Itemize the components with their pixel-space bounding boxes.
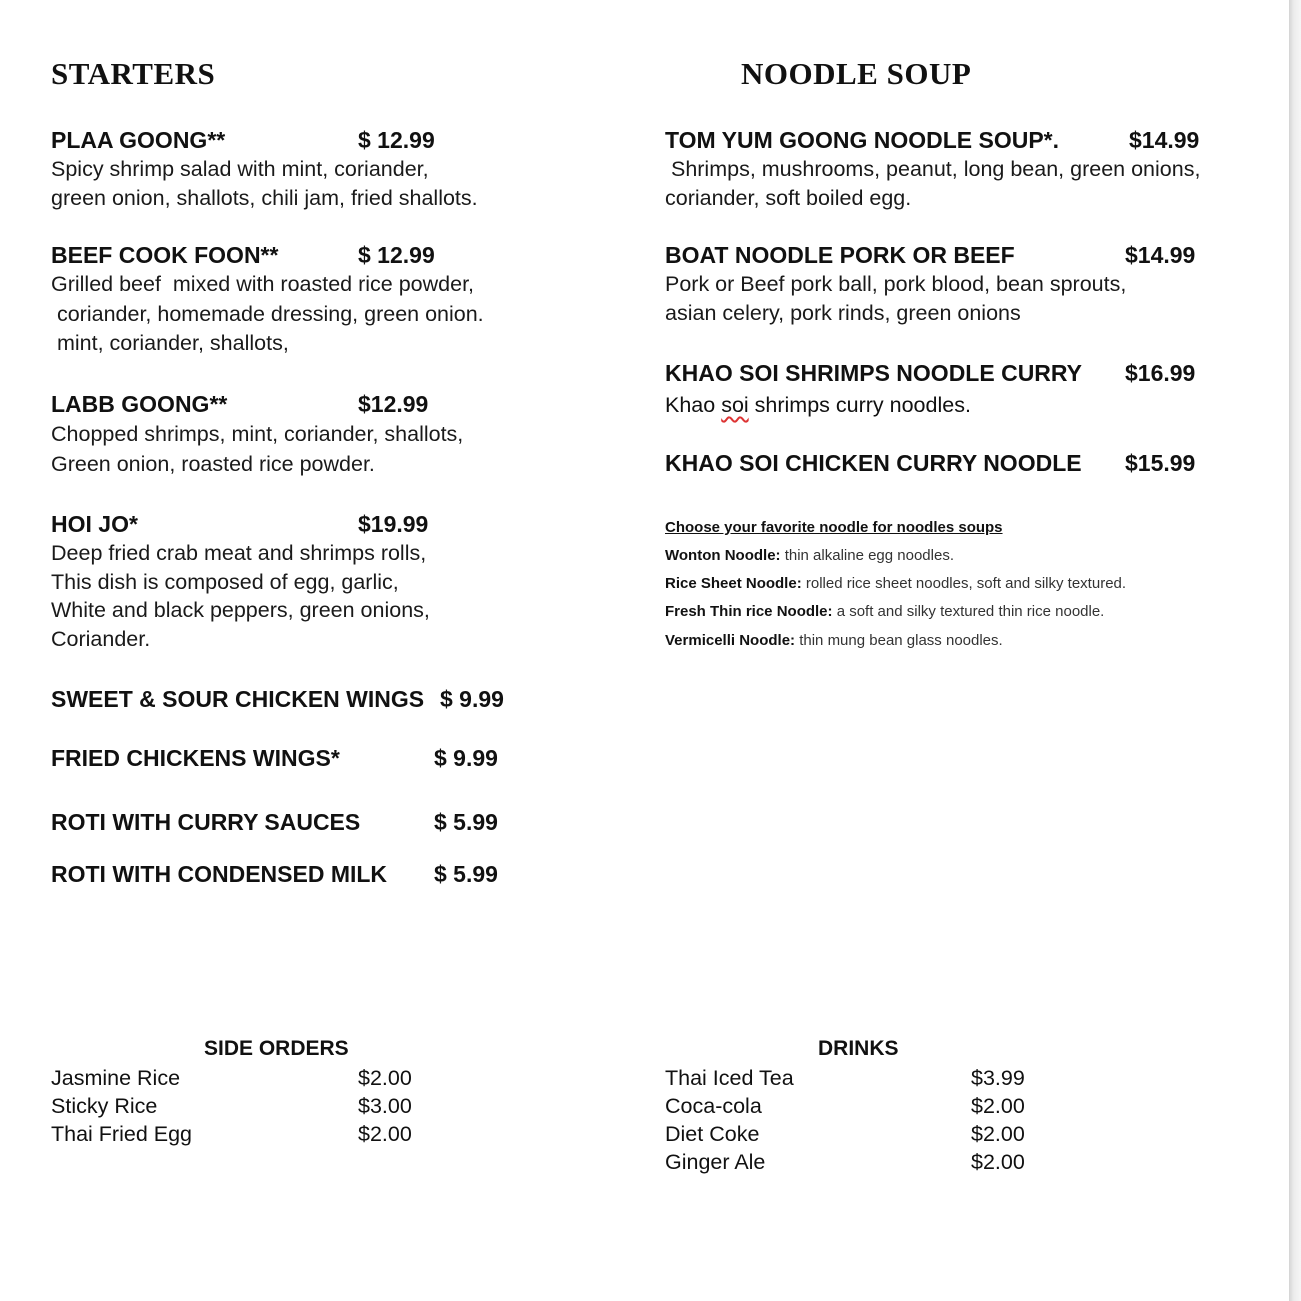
noodle-item-price: $16.99 <box>1125 360 1196 386</box>
noodle-item-desc: Pork or Beef pork ball, pork blood, bean sprouts, asian celery, pork rinds, green onions <box>665 272 1127 325</box>
starter-item-desc: Chopped shrimps, mint, coriander, shallots, Green onion, roasted rice powder. <box>51 422 464 476</box>
noodle-guide-row: Vermicelli Noodle: thin mung bean glass noodles. <box>665 632 1003 649</box>
starter-item-price: $ 9.99 <box>440 686 504 712</box>
noodle-item-desc: Shrimps, mushrooms, peanut, long bean, green onions, coriander, soft boiled egg. <box>665 157 1201 210</box>
noodle-guide-title: Choose your favorite noodle for noodles soups <box>665 519 1003 536</box>
starter-item-name: SWEET & SOUR CHICKEN WINGS <box>51 686 425 712</box>
noodle-item-name: KHAO SOI SHRIMPS NOODLE CURRY <box>665 360 1083 386</box>
noodle-item-price: $14.99 <box>1129 127 1200 153</box>
starter-item-desc: Spicy shrimp salad with mint, coriander, green onion, shallots, chili jam, fried shallots. <box>51 157 478 210</box>
noodle-item-name: BOAT NOODLE PORK OR BEEF <box>665 242 1015 268</box>
starter-item-name: BEEF COOK FOON** <box>51 242 279 268</box>
drink-name: Ginger Ale <box>665 1150 766 1174</box>
drink-price: $3.99 <box>971 1066 1025 1090</box>
noodle-item-name: KHAO SOI CHICKEN CURRY NOODLE <box>665 450 1082 476</box>
noodle-item-price: $15.99 <box>1125 450 1196 476</box>
starter-item-name: ROTI WITH CONDENSED MILK <box>51 861 388 887</box>
side-orders-heading: SIDE ORDERS <box>204 1037 349 1060</box>
starter-item-price: $12.99 <box>358 391 429 417</box>
side-order-name: Jasmine Rice <box>51 1066 181 1090</box>
noodle-guide-row: Wonton Noodle: thin alkaline egg noodles. <box>665 547 954 564</box>
noodle-soup-heading: NOODLE SOUP <box>741 56 972 91</box>
side-order-price: $3.00 <box>358 1094 412 1118</box>
starter-item-name: LABB GOONG** <box>51 391 228 417</box>
side-order-price: $2.00 <box>358 1122 412 1146</box>
starter-item-name: ROTI WITH CURRY SAUCES <box>51 809 361 835</box>
starter-item-desc: Grilled beef mixed with roasted rice powder, coriander, homemade dressing, green onion. mint, coriander, shallots, <box>51 272 484 355</box>
starter-item-price: $ 5.99 <box>434 809 498 835</box>
drink-price: $2.00 <box>971 1122 1025 1146</box>
starters-heading: STARTERS <box>51 56 216 91</box>
side-order-name: Thai Fried Egg <box>51 1122 193 1146</box>
noodle-item-desc: Khao soi shrimps curry noodles. <box>665 393 971 417</box>
starter-item-name: FRIED CHICKENS WINGS* <box>51 745 340 771</box>
starter-item-desc: Deep fried crab meat and shrimps rolls, This dish is composed of egg, garlic, White and black peppers, green onions, Coriander. <box>51 541 430 651</box>
drink-name: Coca-cola <box>665 1094 762 1118</box>
drink-price: $2.00 <box>971 1094 1025 1118</box>
spellcheck-flagged-word: soi <box>721 393 749 417</box>
noodle-item-name: TOM YUM GOONG NOODLE SOUP*. <box>665 127 1060 153</box>
noodle-guide-row: Rice Sheet Noodle: rolled rice sheet noodles, soft and silky textured. <box>665 575 1127 592</box>
starter-item-price: $ 12.99 <box>358 242 435 268</box>
drink-name: Thai Iced Tea <box>665 1066 794 1090</box>
side-order-price: $2.00 <box>358 1066 412 1090</box>
page-edge-shadow <box>1289 0 1301 1301</box>
noodle-guide-row: Fresh Thin rice Noodle: a soft and silky textured thin rice noodle. <box>665 603 1105 620</box>
starter-item-name: PLAA GOONG** <box>51 127 226 153</box>
starter-item-price: $ 9.99 <box>434 745 498 771</box>
starter-item-name: HOI JO* <box>51 511 138 537</box>
starter-item-price: $ 12.99 <box>358 127 435 153</box>
side-order-name: Sticky Rice <box>51 1094 158 1118</box>
drinks-heading: DRINKS <box>818 1037 899 1060</box>
noodle-item-price: $14.99 <box>1125 242 1196 268</box>
drink-price: $2.00 <box>971 1150 1025 1174</box>
starter-item-price: $19.99 <box>358 511 429 537</box>
starter-item-price: $ 5.99 <box>434 861 498 887</box>
drink-name: Diet Coke <box>665 1122 760 1146</box>
